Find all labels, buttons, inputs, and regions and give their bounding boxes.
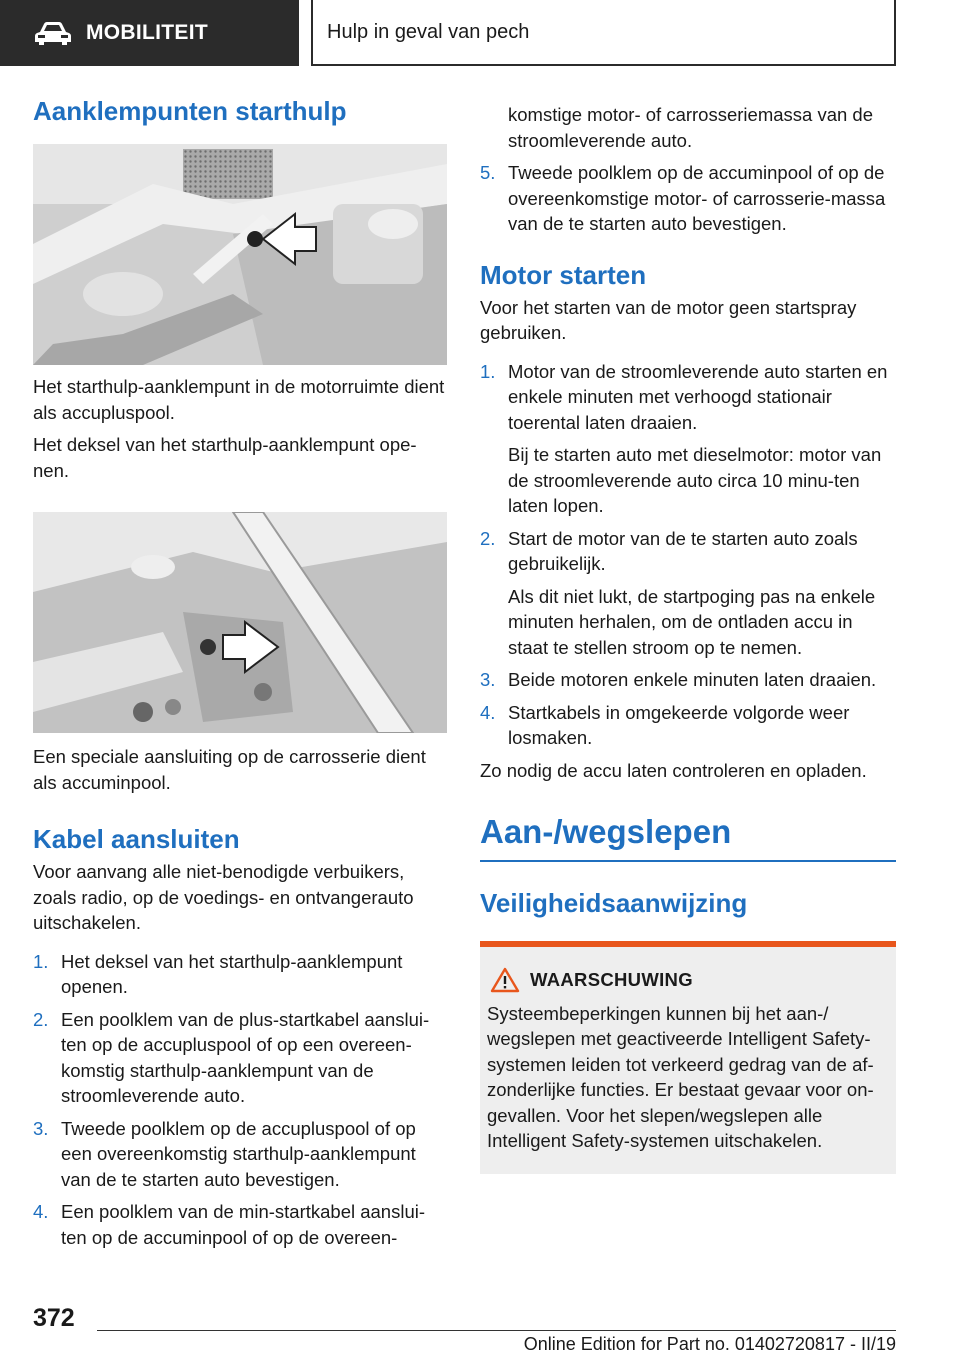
list-item bbox=[33, 1116, 447, 1193]
left-column bbox=[33, 96, 447, 1250]
right-column bbox=[480, 102, 896, 1174]
step-text: Tweede poolklem op de accupluspool of op een overeenkomstig starthulp-aanklempunt van de te starten auto bevestigen. bbox=[61, 1117, 416, 1190]
list-item bbox=[480, 526, 896, 661]
step-text: Startkabels in omgekeerde volgorde weer losmaken. bbox=[508, 701, 850, 749]
minus-terminal-caption: Een speciale aansluiting op de carrosserie dient als accuminpool. bbox=[33, 746, 426, 793]
list-item bbox=[33, 1199, 447, 1250]
list-item bbox=[480, 667, 896, 693]
engine-photo-minus-terminal bbox=[33, 512, 447, 733]
warning-box bbox=[480, 941, 896, 1174]
step-content bbox=[508, 526, 896, 661]
footer-edition: Online Edition for Part no. 01402720817 - II/19 bbox=[523, 1334, 896, 1354]
step-content bbox=[508, 359, 896, 519]
section-title-kabel: Kabel aansluiten bbox=[33, 824, 240, 855]
section-title-safety: Veiligheidsaanwijzing bbox=[480, 887, 748, 918]
warning-text: Systeembeperkingen kunnen bij het aan-/ wegslepen met geactiveerde Intelligent Safety-systemen leiden tot verkeerd gedrag van de af-zonderlijke functies. Er bestaat gevaar voor on-gevallen. Voor het slepen/wegslepen alle Intelligent Safety-systemen uitschakelen. bbox=[487, 1002, 874, 1152]
motor-steps bbox=[480, 359, 896, 751]
list-item bbox=[480, 160, 896, 237]
section-tab bbox=[0, 0, 299, 66]
motor-intro: Voor het starten van de motor geen startspray gebruiken. bbox=[480, 296, 857, 344]
list-item bbox=[33, 1007, 447, 1109]
step-number: 5. bbox=[480, 162, 496, 183]
chapter-title-tow: Aan-/wegslepen bbox=[480, 813, 732, 851]
warning-label: WAARSCHUWING bbox=[530, 968, 693, 990]
step-text-continued: komstige motor- of carrosseriemassa van de stroomleverende auto. bbox=[508, 104, 873, 151]
list-item bbox=[33, 949, 447, 1000]
engine-photo-plus-terminal bbox=[33, 144, 447, 365]
step-number: 3. bbox=[33, 1117, 49, 1139]
footer-divider bbox=[97, 1330, 896, 1331]
step-subtext: Bij te starten auto met dieselmotor: motor van de stroomleverende auto circa 10 minu-ten laten lopen. bbox=[508, 444, 882, 517]
step-number: 4. bbox=[480, 701, 496, 723]
step-text: Een poolklem van de min-startkabel aanslui-ten op de accuminpool of op de overeen- bbox=[61, 1201, 426, 1248]
kabel-steps bbox=[33, 949, 447, 1251]
step-text: Start de motor van de te starten auto zoals gebruikelijk. bbox=[508, 527, 858, 575]
title-divider bbox=[480, 860, 896, 862]
step-text: Het deksel van het starthulp-aanklempunt openen. bbox=[61, 950, 403, 998]
step-number: 1. bbox=[480, 360, 496, 382]
step-text: Tweede poolklem op de accuminpool of op de overeenkomstige motor- of carrosserie-massa van de te starten auto bevestigen. bbox=[508, 162, 886, 234]
warning-header bbox=[487, 967, 889, 993]
open-cover-caption: Het deksel van het starthulp-aanklempunt ope-nen. bbox=[33, 434, 417, 481]
step-text: Een poolklem van de plus-startkabel aanslui-ten op de accupluspool of op een overeen-komstig starthulp-aanklempunt van de stroomleverende auto. bbox=[61, 1008, 430, 1107]
warning-triangle-icon bbox=[490, 967, 520, 993]
step-number: 3. bbox=[480, 669, 496, 691]
step-number: 1. bbox=[33, 950, 49, 972]
list-item bbox=[480, 102, 896, 153]
step-subtext: Als dit niet lukt, de startpoging pas na enkele minuten herhalen, om de ontladen accu in staat te stellen stroom op te nemen. bbox=[508, 585, 876, 658]
list-item bbox=[480, 359, 896, 519]
kabel-steps-continued bbox=[480, 102, 896, 237]
list-item bbox=[480, 700, 896, 751]
step-number: 4. bbox=[33, 1201, 49, 1223]
plus-terminal-caption: Het starthulp-aanklempunt in de motorruimte dient als accupluspool. bbox=[33, 376, 445, 423]
step-text: Beide motoren enkele minuten laten draaien. bbox=[508, 669, 877, 691]
motor-outro: Zo nodig de accu laten controleren en opladen. bbox=[480, 759, 867, 781]
section-title-aanklempunten: Aanklempunten starthulp bbox=[33, 96, 347, 126]
car-icon bbox=[34, 20, 72, 46]
page-number: 372 bbox=[33, 1304, 75, 1332]
step-text: Motor van de stroomleverende auto starten en enkele minuten met verhoogd stationair toerental laten draaien. bbox=[508, 360, 888, 433]
step-number: 2. bbox=[480, 527, 496, 549]
kabel-intro: Voor aanvang alle niet-benodigde verbuikers, zoals radio, op de voedings- en ontvangerauto uitschakelen. bbox=[33, 861, 414, 934]
section-title-motor: Motor starten bbox=[480, 259, 647, 290]
chapter-tab bbox=[311, 0, 896, 66]
section-label: MOBILITEIT bbox=[86, 21, 208, 44]
chapter-label: Hulp in geval van pech bbox=[327, 20, 530, 43]
step-number: 2. bbox=[33, 1008, 49, 1030]
